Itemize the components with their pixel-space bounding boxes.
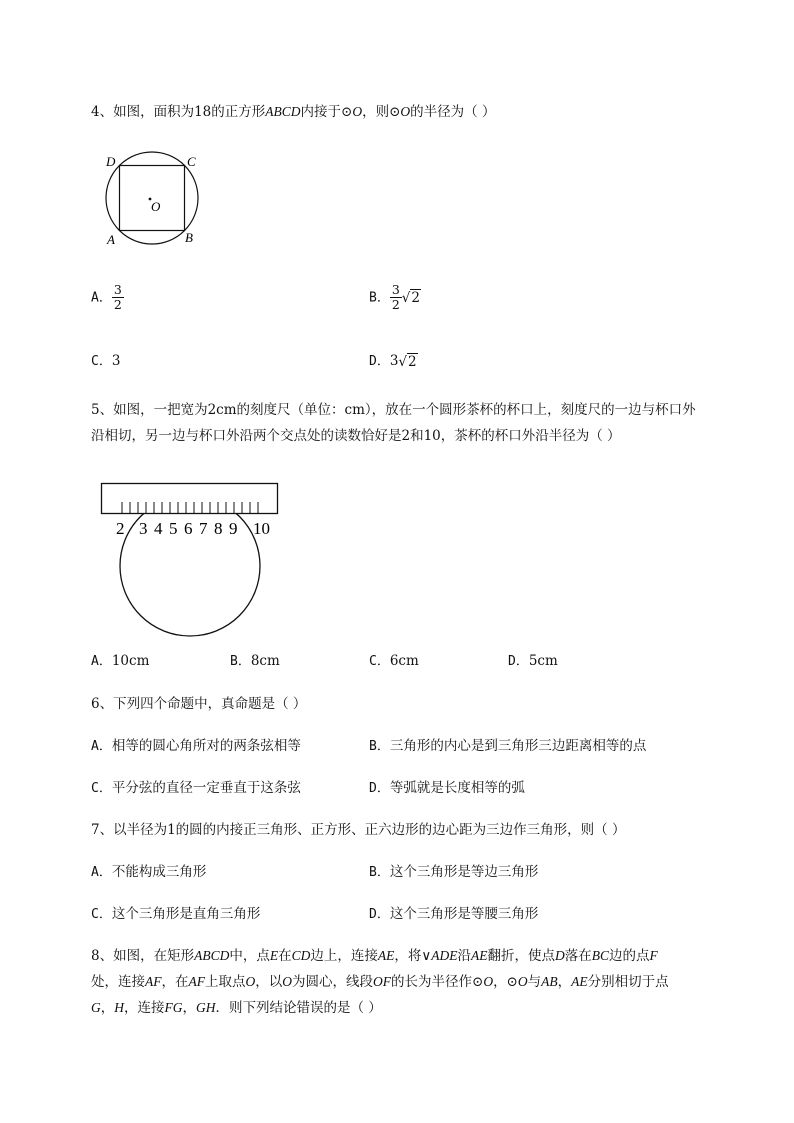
q5-stem-line-1: 5、如图，一把宽为2cm的刻度尺（单位：cm），放在一个圆形茶杯的杯口上，刻度尺的一边与杯口外: [91, 402, 696, 418]
q6-option-c[interactable]: C．平分弦的直径一定垂直于这条弦: [91, 780, 301, 796]
q5-ruler-label: 6: [184, 519, 193, 538]
q4-option-b-sqrt: √2: [401, 289, 420, 306]
q7-stem: 7、以半径为1的圆的内接正三角形、正方形、正六边形的边心距为三边作三角形，则（ ）: [91, 822, 626, 838]
q4-option-d[interactable]: D．3√2: [369, 353, 417, 370]
q5-ruler-labels: [116, 519, 270, 538]
q5-stem-line-2: 沿相切，另一边与杯口外沿两个交点处的读数恰好是2和10，茶杯的杯口外沿半径为（ ）: [91, 428, 621, 444]
q8-stem-line-1: 8、如图，在矩形ABCD中，点E在CD边上，连接AE，将∨ADE沿AE翻折，使点D落在BC边的点F: [91, 948, 658, 964]
q7-option-d[interactable]: D．这个三角形是等腰三角形: [369, 906, 539, 922]
q5-cup-circle: [120, 496, 260, 636]
q5-option-b[interactable]: B．8cm: [230, 653, 280, 669]
q4-label-d: D: [106, 154, 116, 169]
q8-stem-line-2: 处，连接AF，在AF上取点O，以O为圆心，线段OF的长为半径作⊙O，⊙O与AB，AE分别相切于点: [91, 974, 669, 990]
q5-ruler: [102, 484, 278, 514]
q4-label-a: A: [107, 232, 115, 247]
q7-option-a[interactable]: A．不能构成三角形: [91, 864, 207, 880]
q8-stem-line-3: G，H，连接FG，GH．则下列结论错误的是（ ）: [91, 1000, 382, 1016]
q5-ruler-label: 7: [199, 519, 208, 538]
q5-option-d[interactable]: D．5cm: [508, 653, 558, 669]
q4-option-b[interactable]: B． $\frac{3}{2}$ √2: [369, 282, 420, 313]
q5-figure: [98, 480, 283, 645]
q4-option-a-fraction: $\frac{3}{2}$: [113, 282, 122, 313]
q6-option-a[interactable]: A．相等的圆心角所对的两条弦相等: [91, 738, 301, 754]
q4-label-b: B: [185, 230, 193, 245]
q6-option-b[interactable]: B．三角形的内心是到三角形三边距离相等的点: [369, 738, 647, 754]
q5-ruler-label: 9: [229, 519, 238, 538]
q5-ruler-label: 10: [253, 519, 270, 538]
q5-option-a[interactable]: A．10cm: [91, 653, 150, 669]
q7-option-c[interactable]: C．这个三角形是直角三角形: [91, 906, 261, 922]
q6-stem: 6、下列四个命题中，真命题是（ ）: [91, 696, 307, 712]
q4-label-c: C: [187, 154, 196, 169]
q5-ruler-label: 5: [169, 519, 178, 538]
q6-option-d[interactable]: D．等弧就是长度相等的弧: [369, 780, 525, 796]
q4-option-c[interactable]: C．3: [91, 353, 121, 369]
q5-ruler-label: 3: [139, 519, 148, 538]
q4-figure: [96, 150, 226, 250]
q4-square: [120, 166, 185, 231]
q4-option-d-sqrt: √2: [398, 353, 417, 370]
q7-option-b[interactable]: B．这个三角形是等边三角形: [369, 864, 539, 880]
q4-option-a[interactable]: A． $\frac{3}{2}$: [91, 282, 122, 313]
q5-ruler-label: 4: [154, 519, 163, 538]
q5-option-c[interactable]: C．6cm: [369, 653, 419, 669]
q4-option-b-fraction: $\frac{3}{2}$: [391, 282, 400, 313]
q4-label-o: O: [151, 199, 161, 214]
q5-ruler-label: 2: [116, 519, 125, 538]
q5-ruler-label: 8: [214, 519, 223, 538]
q4-stem: 4、如图，面积为18的正方形ABCD内接于⊙O，则⊙O的半径为（ ）: [91, 104, 496, 120]
